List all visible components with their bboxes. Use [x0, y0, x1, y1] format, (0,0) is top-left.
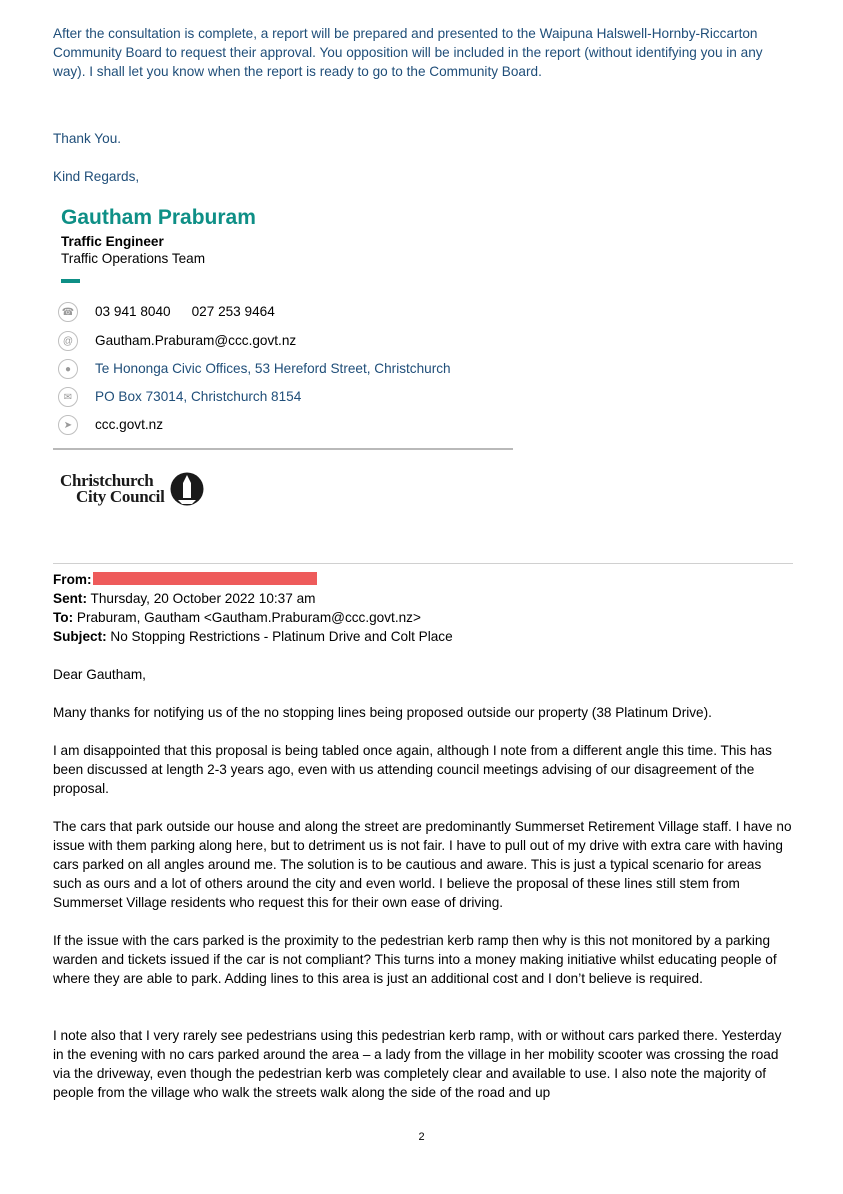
- intro-paragraph: After the consultation is complete, a report will be prepared and presented to the Waipuna Halswell-Hornby-Riccarton Community Board to request their approval. You opposition will be included in the report (without identifying you in any way). I shall let you know when the report is ready to go to the Community Board.: [53, 26, 763, 79]
- contact-web-row: [58, 413, 163, 437]
- subject-label: Subject:: [53, 629, 107, 644]
- signature-accent-bar: [61, 279, 80, 283]
- signature-team: Traffic Operations Team: [61, 251, 206, 266]
- logo-text-line2: City Council: [76, 487, 165, 506]
- po-box-link[interactable]: PO Box 73014, Christchurch 8154: [95, 389, 302, 404]
- sent-line: [53, 589, 315, 608]
- email-at-icon: @: [58, 331, 78, 351]
- sent-label: Sent:: [53, 591, 87, 606]
- to-line: [53, 608, 421, 627]
- contact-mail-row: [58, 385, 301, 409]
- from-line: [53, 570, 92, 589]
- contact-address-row: [58, 357, 451, 381]
- body-paragraph-3: The cars that park outside our house and along the street are predominantly Summerset Retirement Village staff. I have no issue with them parking along here, but to detriment us is not fair. I have to pull out of my drive with extra care with having cars parked on all angles around me. The solution is to be cautious and aware. This is just a typical scenario for areas such as ours and a lot of others around the city and even world. I believe the proposal of these lines still stem from Summerset Village residents who request this for their own ease of driving.: [53, 819, 792, 910]
- signature-divider: [53, 448, 513, 450]
- from-label: From:: [53, 572, 92, 587]
- email-separator: [53, 563, 793, 564]
- council-emblem-icon: [169, 471, 205, 507]
- cursor-icon: ➤: [58, 415, 78, 435]
- address-link[interactable]: Te Hononga Civic Offices, 53 Hereford Street, Christchurch: [95, 361, 451, 376]
- phone-mobile[interactable]: 027 253 9464: [191, 304, 275, 319]
- subject-value: No Stopping Restrictions - Platinum Drive and Colt Place: [110, 629, 453, 644]
- sent-value: Thursday, 20 October 2022 10:37 am: [90, 591, 316, 606]
- body-paragraph-1: Many thanks for notifying us of the no stopping lines being proposed outside our property (38 Platinum Drive).: [53, 705, 712, 720]
- location-pin-icon: ●: [58, 359, 78, 379]
- signature-role: Traffic Engineer: [61, 234, 164, 249]
- to-label: To:: [53, 610, 74, 625]
- logo-text-line1: Christchurch: [60, 471, 154, 490]
- subject-line: [53, 627, 453, 646]
- contact-email-row: [58, 329, 296, 353]
- redacted-sender: [93, 572, 317, 585]
- email-link[interactable]: Gautham.Praburam@ccc.govt.nz: [95, 333, 297, 348]
- envelope-icon: ✉: [58, 387, 78, 407]
- phone-primary[interactable]: 03 941 8040: [95, 304, 171, 319]
- body-paragraph-4: If the issue with the cars parked is the proximity to the pedestrian kerb ramp then why is this not monitored by a parking warden and tickets issued if the car is not compliant? This turns into a money making initiative whilst educating people of where they are able to park. Adding lines to this area is just an additional cost and I don’t believe is required.: [53, 933, 777, 986]
- website-link[interactable]: ccc.govt.nz: [95, 417, 163, 432]
- thanks-text: Thank You.: [53, 131, 122, 146]
- greeting: Dear Gautham,: [53, 667, 146, 682]
- to-value: Praburam, Gautham <Gautham.Praburam@ccc.govt.nz>: [76, 610, 421, 625]
- body-paragraph-5: I note also that I very rarely see pedestrians using this pedestrian kerb ramp, with or without cars parked there. Yesterday in the evening with no cars parked around the area – a lady from the village in her mobility scooter was crossing the road via the driveway, even though the pedestrian kerb was completely clear and available to use. I also note the majority of people from the village who walk the streets walk along the side of the road and up: [53, 1028, 782, 1100]
- page-number: 2: [418, 1131, 425, 1143]
- council-logo: [60, 469, 205, 509]
- signature-name: Gautham Praburam: [61, 206, 256, 229]
- contact-phone-row: [58, 300, 275, 324]
- body-paragraph-2: I am disappointed that this proposal is being tabled once again, although I note from a different angle this time. This has been discussed at length 2-3 years ago, even with us attending council meetings advising of our disagreement of the proposal.: [53, 743, 772, 796]
- regards-text: Kind Regards,: [53, 169, 140, 184]
- phone-icon: ☎: [58, 302, 78, 322]
